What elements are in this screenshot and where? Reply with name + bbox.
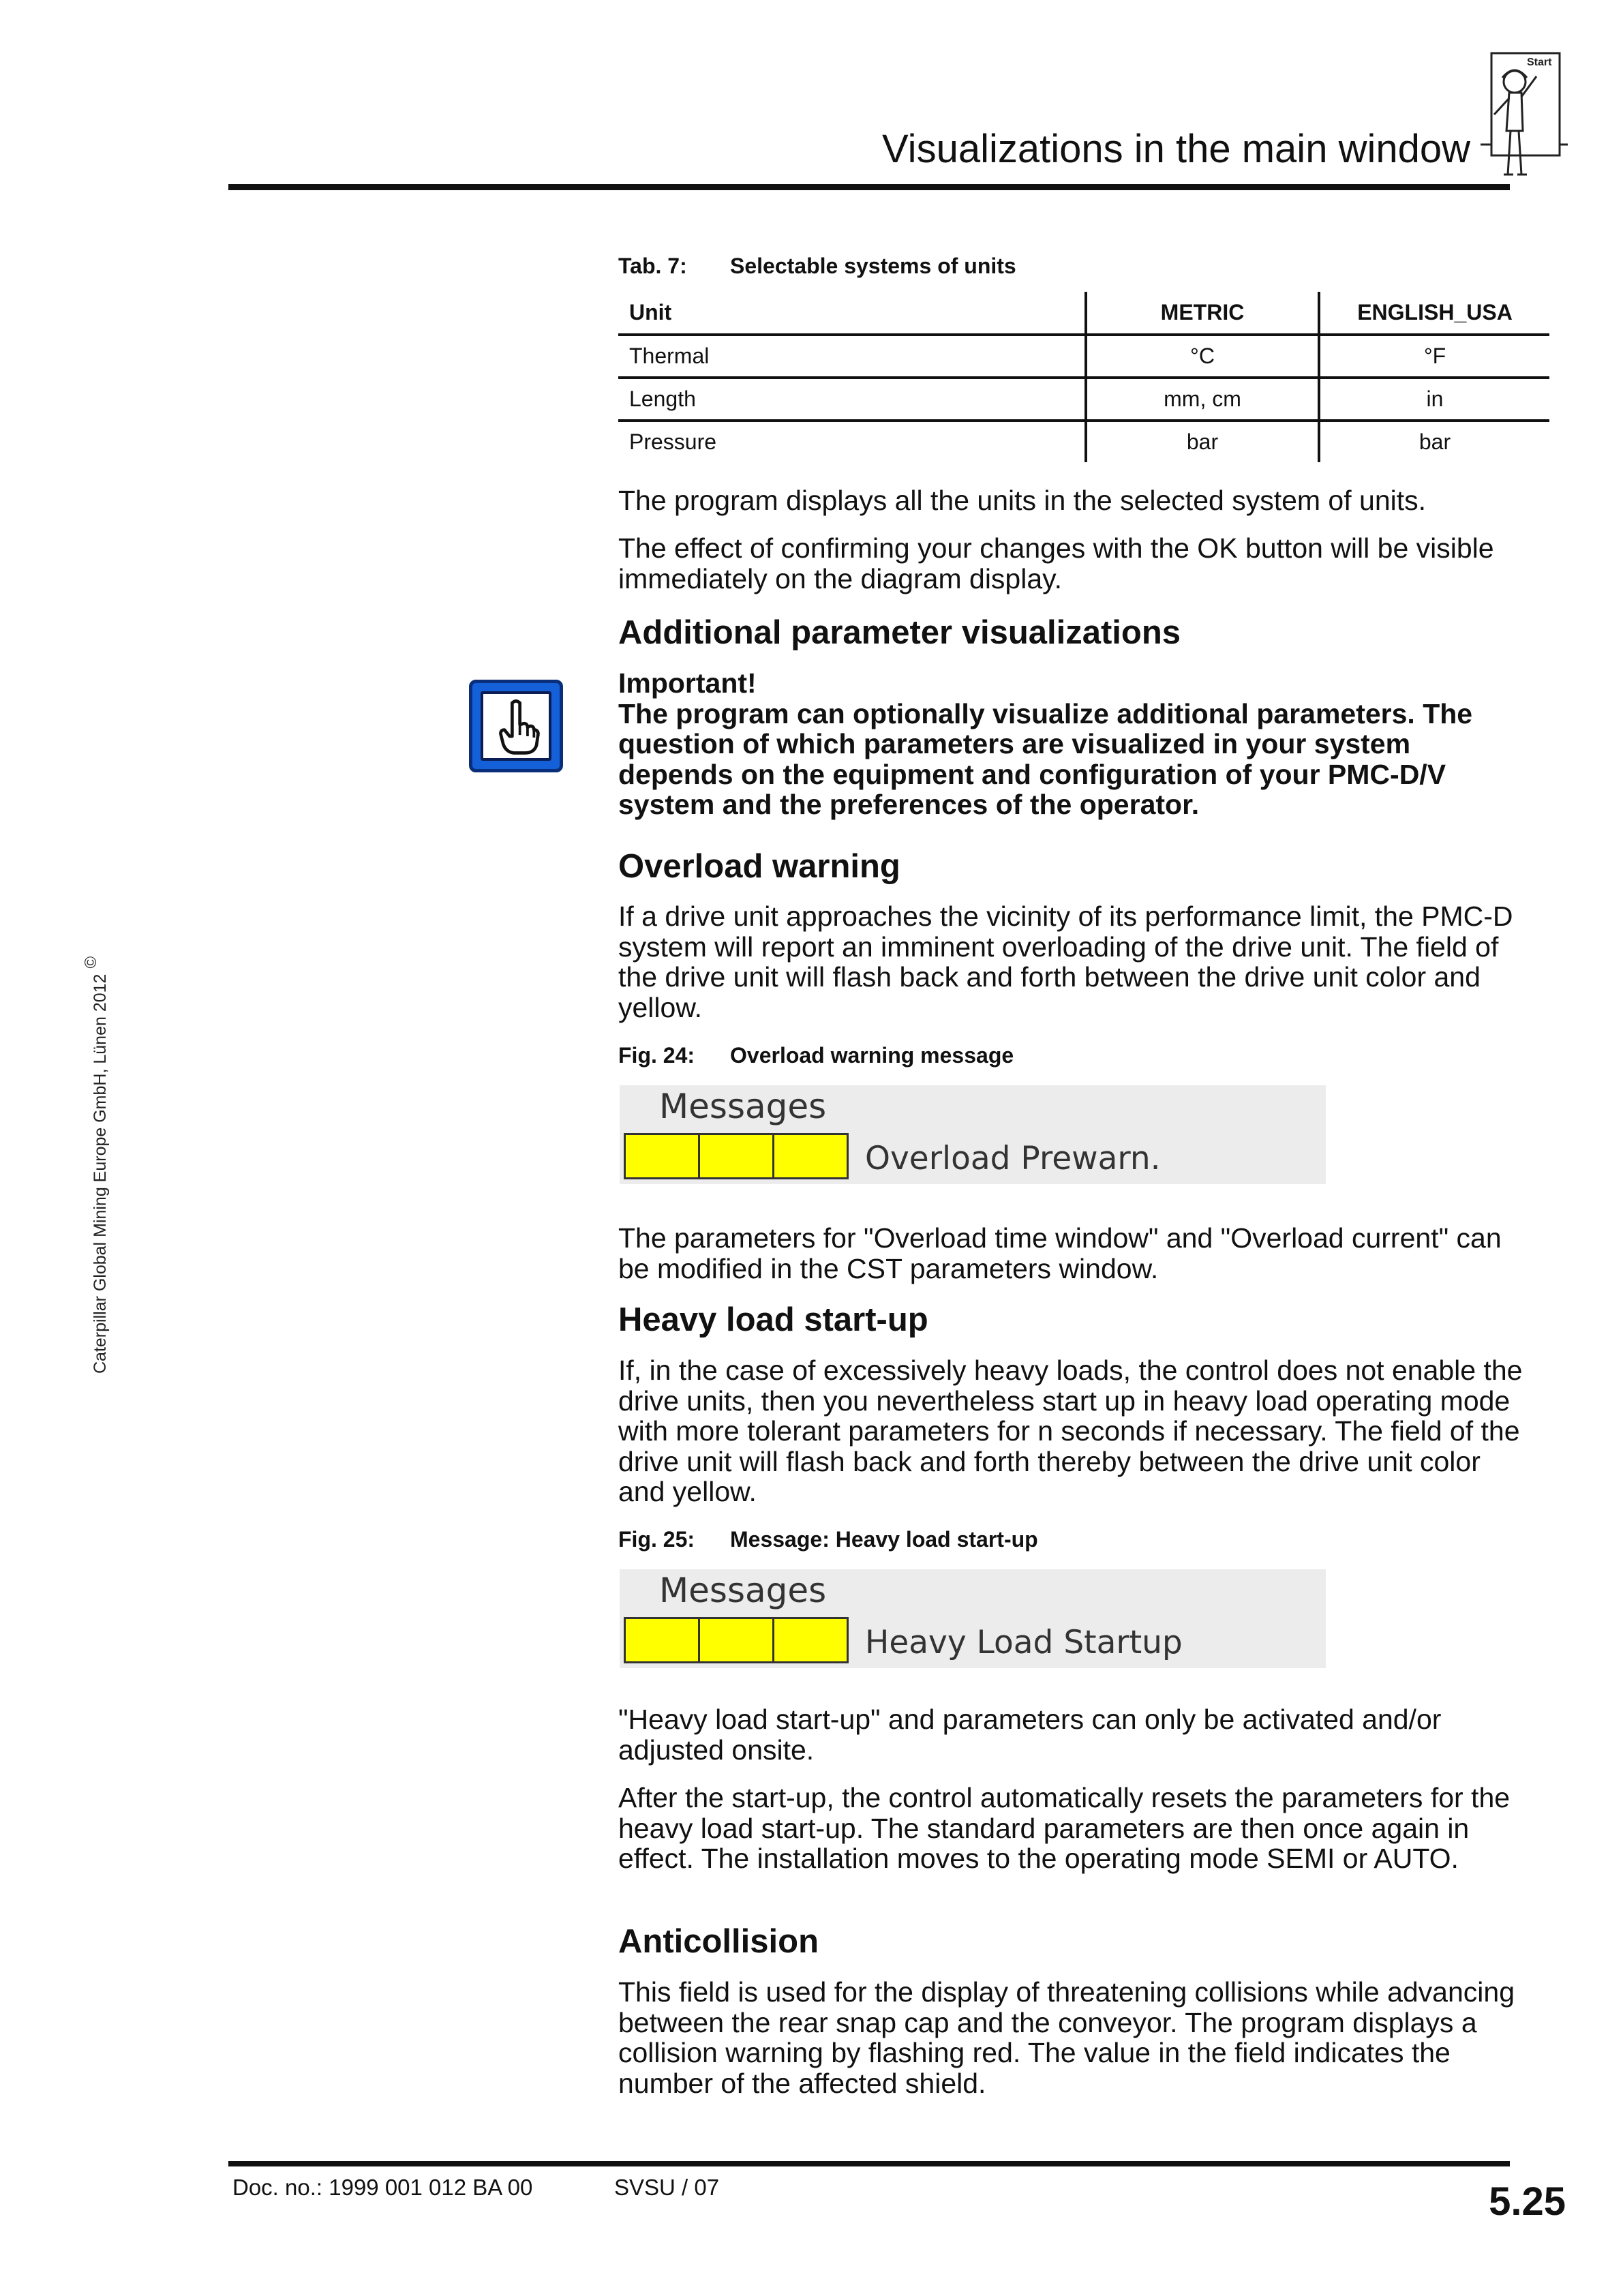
figure-24-caption (618, 1043, 1014, 1068)
table-cell: bar (1086, 421, 1319, 462)
yellow-status-cell (624, 1617, 700, 1663)
heavy-load-message-text: Heavy Load Startup (865, 1624, 1183, 1661)
table-row (618, 335, 1549, 378)
paragraph-units: The program displays all the units in the selected system of units. (618, 485, 1427, 516)
table-cell: °C (1086, 335, 1319, 378)
pointing-hand-icon (469, 680, 563, 772)
column-header-unit: Unit (618, 292, 1086, 335)
important-note (618, 668, 1525, 820)
paragraph-heavy-load: If, in the case of excessively heavy loads, the control does not enable the drive units, then you nevertheless start up in heavy load operating mode with more tolerant parameters for n seconds if necessary. The field of the drive unit will flash back and forth thereby between the drive unit color and yellow. (618, 1355, 1523, 1507)
column-header-metric: METRIC (1086, 292, 1319, 335)
table-cell: Thermal (618, 335, 1086, 378)
yellow-status-cell (772, 1617, 849, 1663)
yellow-status-cell (772, 1133, 849, 1179)
messages-title: Messages (659, 1087, 827, 1126)
copyright-symbol: © (82, 956, 100, 969)
figure-25-caption (618, 1527, 1038, 1552)
mascot-label: Start (1527, 57, 1552, 68)
status-cells (624, 1133, 847, 1179)
yellow-status-cell (698, 1617, 774, 1663)
heading-heavy-load: Heavy load start-up (618, 1301, 928, 1338)
table-cell: Pressure (629, 429, 717, 454)
footer-rule (228, 2161, 1510, 2166)
heading-anticollision: Anticollision (618, 1923, 819, 1960)
table-cell: mm, cm (1086, 378, 1319, 421)
messages-title: Messages (659, 1571, 827, 1610)
table-header-row (618, 292, 1549, 335)
figure-25-label: Fig. 25: (618, 1527, 695, 1552)
table-row (618, 421, 1549, 462)
status-cells (624, 1617, 847, 1663)
start-figure-icon (1479, 49, 1568, 185)
page-number: 5.25 (1489, 2179, 1566, 2224)
overload-message-text: Overload Prewarn. (865, 1140, 1161, 1177)
figure-25-title: Message: Heavy load start-up (730, 1527, 1038, 1552)
figure-24-label: Fig. 24: (618, 1043, 695, 1068)
paragraph-heavy-load-onsite: "Heavy load start-up" and parameters can only be activated and/or adjusted onsite. (618, 1704, 1442, 1766)
paragraph-anticollision: This field is used for the display of threatening collisions while advancing between the rear snap cap and the conveyor. The program displays a collision warning by flashing red. The value in the field indicates the number of the affected shield. (618, 1976, 1515, 2099)
column-header-english-usa: ENGLISH_USA (1319, 292, 1549, 335)
important-text: The program can optionally visualize additional parameters. The question of which parameters are visualized in your system depends on the equipment and configuration of your PMC-D/V system and the preferences of the operator. (618, 697, 1473, 820)
table-cell: in (1319, 378, 1549, 421)
heading-overload-warning: Overload warning (618, 848, 900, 885)
document-number: Doc. no.: 1999 001 012 BA 00 (232, 2175, 533, 2200)
yellow-status-cell (698, 1133, 774, 1179)
table-caption-label: Tab. 7: (618, 254, 687, 278)
heading-additional-parameters: Additional parameter visualizations (618, 614, 1181, 651)
yellow-status-cell (624, 1133, 700, 1179)
paragraph-overload: If a drive unit approaches the vicinity of its performance limit, the PMC-D system will report an imminent overloading of the drive unit. The field of the drive unit will flash back and forth between the drive unit color and yellow. (618, 901, 1513, 1023)
paragraph-heavy-load-reset: After the start-up, the control automatically resets the parameters for the heavy load start-up. The standard parameters are then once again in effect. The installation moves to the operating mode SEMI or AUTO. (618, 1782, 1511, 1874)
copyright-text: Caterpillar Global Mining Europe GmbH, Lünen 2012 (91, 973, 110, 1374)
header-rule (228, 184, 1510, 190)
overload-messages-figure (620, 1085, 1326, 1184)
table-cell: °F (1319, 335, 1549, 378)
table-cell: Length (618, 378, 1086, 421)
page-header-title: Visualizations in the main window (882, 127, 1470, 171)
table-row (618, 378, 1549, 421)
table-caption (618, 254, 1016, 279)
paragraph-ok-button: The effect of confirming your changes with the OK button will be visible immediately on the diagram display. (618, 532, 1494, 594)
document-revision: SVSU / 07 (614, 2175, 720, 2200)
important-label: Important! (618, 667, 757, 699)
copyright-note (82, 956, 110, 1374)
figure-24-title: Overload warning message (730, 1043, 1014, 1068)
units-table (618, 292, 1549, 462)
table-cell: bar (1319, 421, 1549, 462)
paragraph-overload-parameters: The parameters for "Overload time window" and "Overload current" can be modified in the CST parameters window. (618, 1222, 1502, 1284)
heavy-load-messages-figure (620, 1569, 1326, 1668)
table-caption-title: Selectable systems of units (730, 254, 1016, 278)
